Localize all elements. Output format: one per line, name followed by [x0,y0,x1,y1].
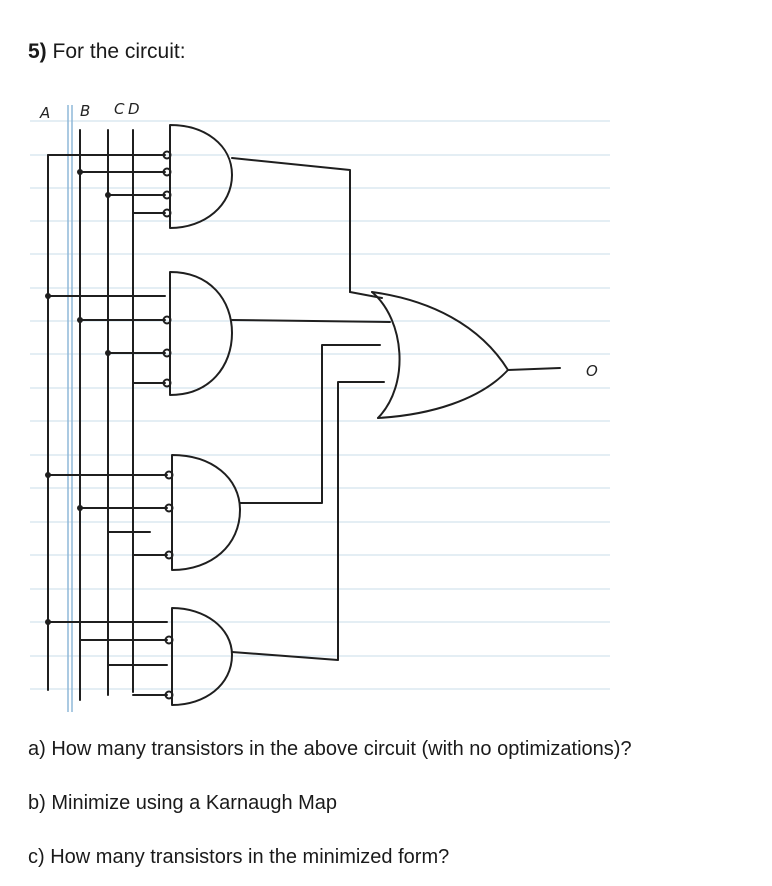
question-b: b) Minimize using a Karnaugh Map [28,792,338,814]
input-label-b: B [80,102,91,120]
problem-number: 5) [28,40,47,63]
junction-dots [45,169,111,625]
output-label: O [586,362,598,380]
input-label-c: C [114,100,125,118]
question-c: c) How many transistors in the minimized form? [28,846,450,868]
ruled-lines [30,121,610,689]
input-label-d: D [128,100,140,118]
input-rails [48,130,133,700]
question-a: a) How many transistors in the above circuit (with no optimizations)? [28,738,632,760]
margin-line [68,105,72,712]
and-gate-4 [48,382,384,705]
and-gate-1 [48,125,350,292]
or-gate [350,292,560,418]
input-labels [39,100,140,122]
problem-prompt: For the circuit: [52,40,186,63]
input-label-a: A [40,104,51,122]
and-gate-2 [48,272,390,395]
